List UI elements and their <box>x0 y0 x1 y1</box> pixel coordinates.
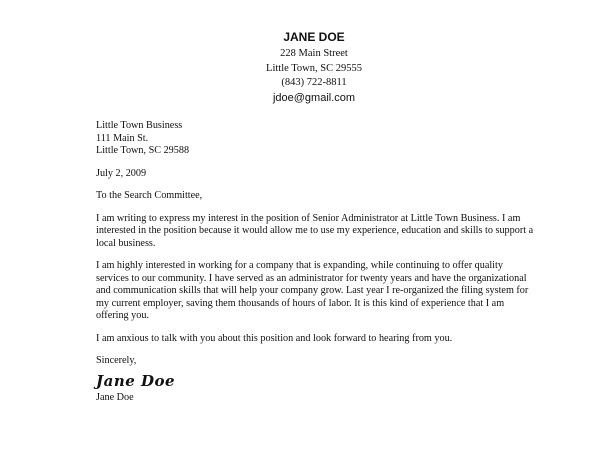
sender-street: 228 Main Street <box>280 48 348 59</box>
sender-phone: (843) 722-8811 <box>281 77 347 88</box>
letter-date: July 2, 2009 <box>96 167 147 179</box>
paragraph-3: I am anxious to talk with you about this position and look forward to hearing from you. <box>96 332 453 344</box>
closing: Sincerely, <box>96 355 137 366</box>
signature: Jane Doe <box>96 371 176 390</box>
recipient-company: Little Town Business <box>96 120 183 131</box>
salutation: To the Search Committee, <box>96 190 203 201</box>
paragraph-2: I am highly interested in working for a company that is expanding, while continuing to offer quality services to our community. I have served as an administrator for twenty years and have the organizational and communication skills that will help your company grow. Last year I re-organized the filing system for my current employer, saving them thousands of hours of labor. It is this kind of experience that I am offering you. <box>96 260 529 321</box>
letterhead <box>0 30 600 105</box>
recipient-street: 111 Main St. <box>96 132 149 144</box>
paragraph-1: I am writing to express my interest in the position of Senior Administrator at Little Town Business. I am interested in the position because it would allow me to use my experience, education and skills to support a local business. <box>96 212 534 249</box>
sender-email: jdoe@gmail.com <box>272 91 356 104</box>
recipient-city: Little Town, SC 29588 <box>96 145 190 156</box>
letter-body <box>96 120 536 404</box>
sender-name: JANE DOE <box>283 30 345 44</box>
sender-city: Little Town, SC 29555 <box>266 62 362 74</box>
printed-name: Jane Doe <box>96 391 134 403</box>
